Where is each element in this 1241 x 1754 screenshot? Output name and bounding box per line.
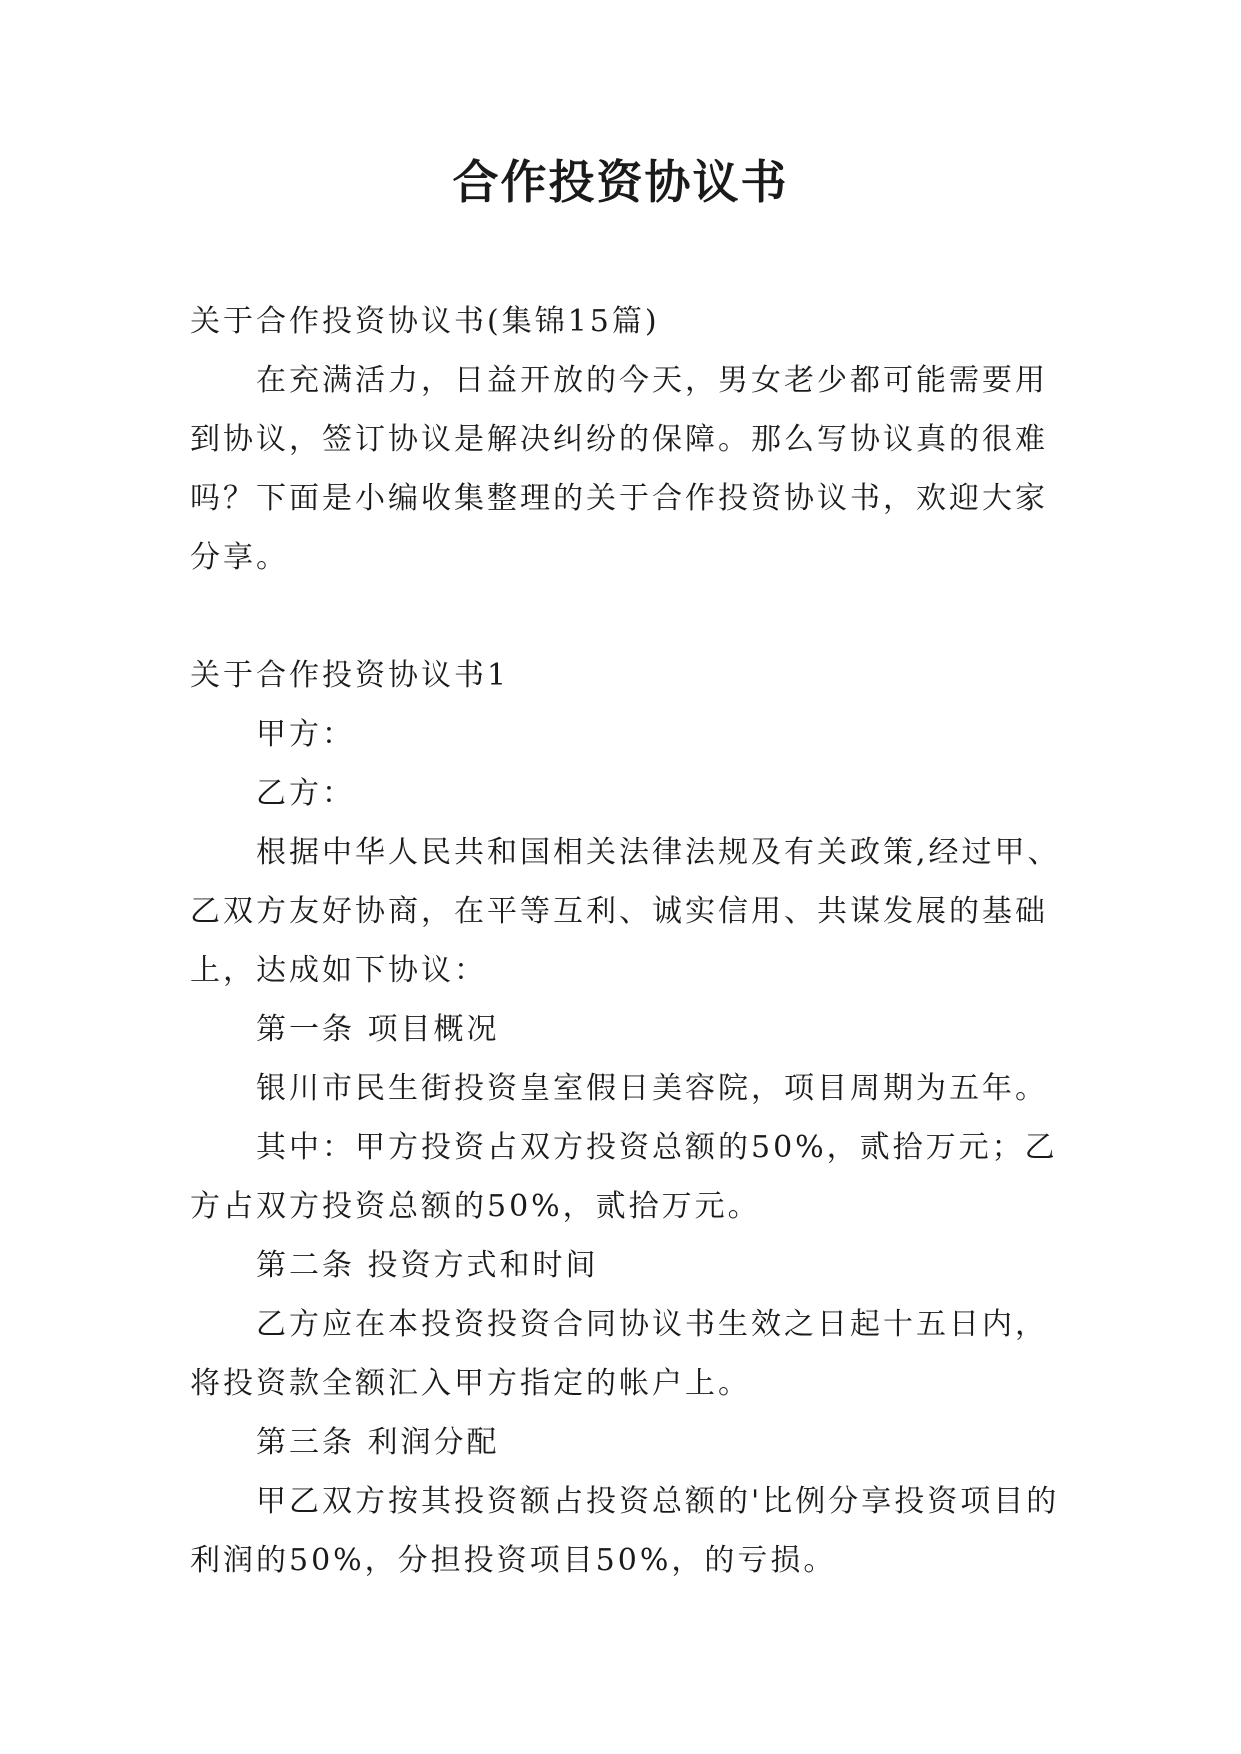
article-3-paragraph-1: 甲乙双方按其投资额占投资总额的'比例分享投资项目的利润的50%，分担投资项目50%，的亏损。: [190, 1484, 1060, 1578]
article-2-title: 第二条 投资方式和时间: [256, 1248, 599, 1283]
party-b-line: 乙方：: [256, 776, 355, 811]
article-1-paragraph-1: 银川市民生街投资皇室假日美容院，项目周期为五年。: [256, 1071, 1048, 1106]
preamble-paragraph: 根据中华人民共和国相关法律法规及有关政策,经过甲、乙双方友好协商，在平等互利、诚实信用、共谋发展的基础上，达成如下协议：: [190, 835, 1061, 988]
article-1-title: 第一条 项目概况: [256, 1012, 500, 1047]
section-heading: 关于合作投资协议书1: [190, 658, 510, 693]
document-subtitle: 关于合作投资协议书(集锦15篇): [190, 304, 660, 339]
document-body: [190, 292, 1070, 1590]
party-a-line: 甲方：: [256, 717, 355, 752]
document-title: 合作投资协议书: [452, 155, 789, 209]
article-3-title: 第三条 利润分配: [256, 1425, 500, 1460]
paragraph-spacer: [190, 587, 1070, 646]
intro-paragraph: 在充满活力，日益开放的今天，男女老少都可能需要用到协议，签订协议是解决纠纷的保障。那么写协议真的很难吗？下面是小编收集整理的关于合作投资协议书，欢迎大家分享。: [190, 363, 1048, 575]
article-1-paragraph-2: 其中：甲方投资占双方投资总额的50%，贰拾万元；乙方占双方投资总额的50%，贰拾万元。: [190, 1130, 1058, 1224]
article-2-paragraph-1: 乙方应在本投资投资合同协议书生效之日起十五日内，将投资款全额汇入甲方指定的帐户上。: [190, 1307, 1048, 1401]
